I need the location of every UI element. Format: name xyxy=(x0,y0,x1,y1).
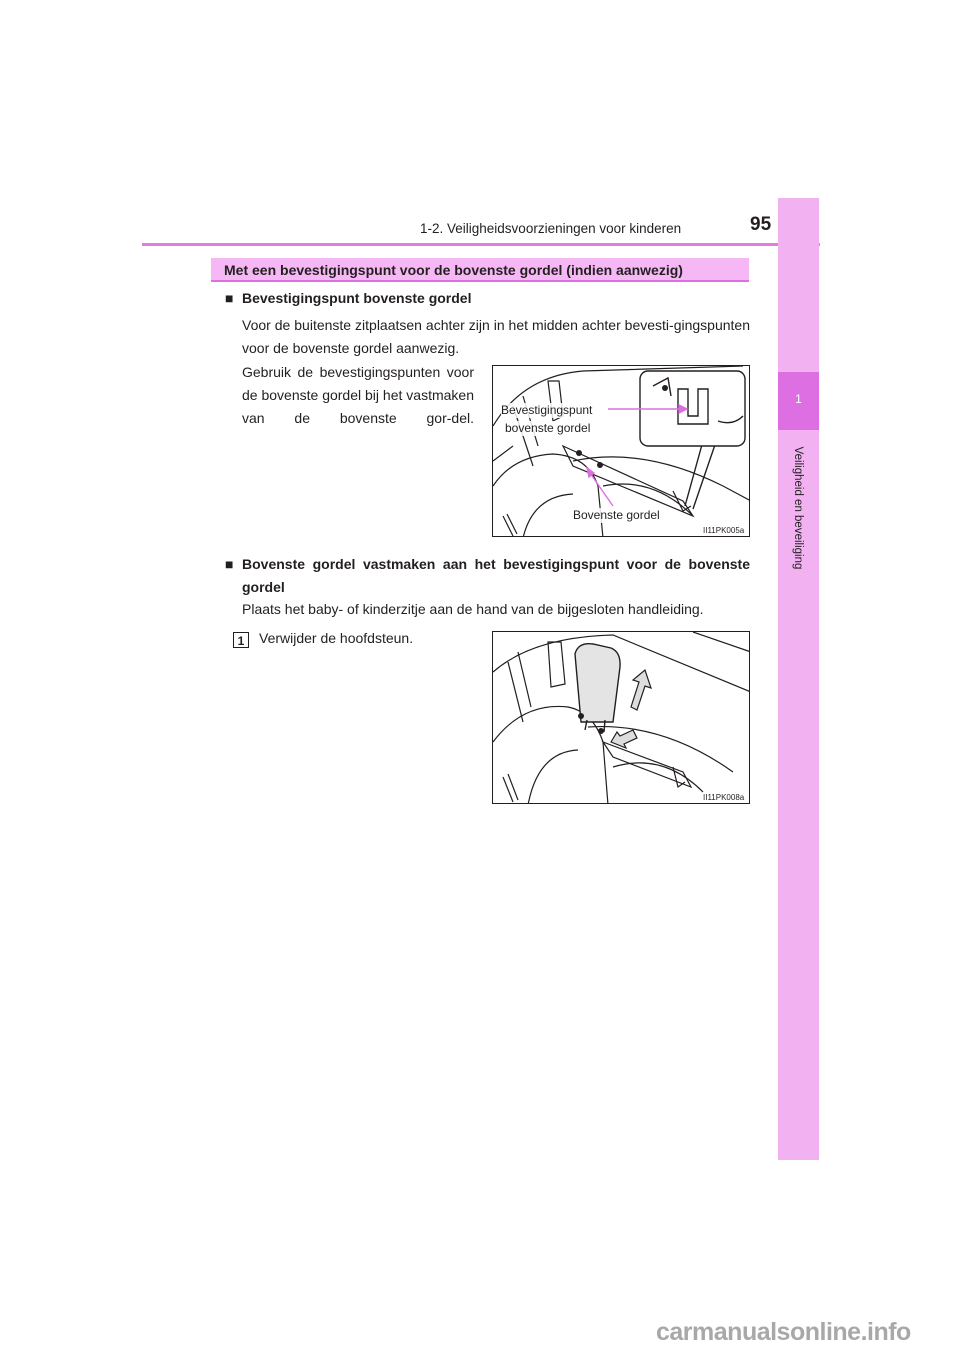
figure-code: II11PK005a xyxy=(703,526,745,535)
chapter-number: 1 xyxy=(795,392,802,406)
bullet-square: ■ xyxy=(225,556,234,572)
header-section-path: 1-2. Veiligheidsvoorzieningen voor kinderen xyxy=(420,221,682,236)
page-number: 95 xyxy=(750,214,772,235)
label-anchor-line1: Bevestigingspunt xyxy=(501,403,593,417)
paragraph-anchor-usage: Gebruik de bevestigingspunten voor de bovenste gordel bij het vastmaken van de bovenste gor-del. xyxy=(242,364,474,426)
paragraph-anchor-intro: Voor de buitenste zitplaatsen achter zijn in het midden achter bevesti-gingspunten voor de bovenste gordel aanwezig. xyxy=(242,317,750,356)
bullet-square: ■ xyxy=(225,290,234,306)
paragraph-fasten-intro: Plaats het baby- of kinderzitje aan de hand van de bijgesloten handleiding. xyxy=(242,601,704,617)
label-strap: Bovenste gordel xyxy=(573,508,660,522)
figure-anchor-point xyxy=(492,365,750,537)
heading-text: Bovenste gordel vastmaken aan het bevestigingspunt voor de bovenste gordel xyxy=(242,556,750,595)
figure-headrest-removal xyxy=(492,631,750,804)
bullet-heading-anchor xyxy=(225,287,752,310)
section-title-bar xyxy=(211,258,749,282)
figure-headrest-drawing xyxy=(493,632,750,804)
header-rule xyxy=(142,243,820,246)
bullet-heading-fasten xyxy=(225,553,750,599)
step-text: Verwijder de hoofdsteun. xyxy=(259,630,414,646)
heading-text: Bevestigingspunt bovenste gordel xyxy=(242,290,472,306)
chapter-title: Veiligheid en beveiliging xyxy=(792,446,804,570)
figure-code: II11PK008a xyxy=(703,793,745,802)
watermark: carmanualsonline.info xyxy=(656,1318,911,1346)
chapter-side-tab xyxy=(778,198,819,1160)
label-anchor-line2: bovenste gordel xyxy=(505,421,591,435)
section-title: Met een bevestigingspunt voor de bovenste gordel (indien aanwezig) xyxy=(224,262,683,278)
step-number-box: 1 xyxy=(233,632,249,648)
